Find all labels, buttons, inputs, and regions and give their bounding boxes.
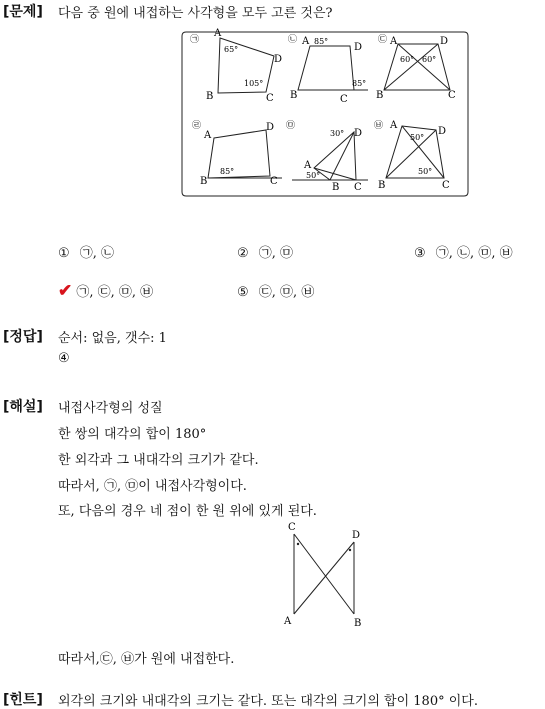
figure-5-label-c: C — [354, 182, 362, 193]
figure-1-label-d: D — [274, 54, 283, 65]
figure-2-angle-c: 85° — [352, 79, 367, 88]
hint-text: 외각의 크기와 내대각의 크기는 같다. 또는 대각의 크기의 합이 180° 이다. — [58, 694, 478, 709]
figure-2-angle-a: 85° — [314, 37, 329, 46]
figure-1-angle-a: 65° — [224, 45, 239, 54]
figure-3 — [376, 34, 456, 101]
figure-4-marker: ㉣ — [192, 121, 202, 131]
figure-5-angle-d: 30° — [330, 129, 345, 138]
explanation-label-b: B — [354, 618, 362, 629]
figure-1-label-a: A — [214, 28, 222, 39]
figure-4 — [192, 120, 282, 187]
figure-2-label-b: B — [290, 90, 298, 101]
figure-4-label-d: D — [266, 122, 275, 133]
hint-tag: [힌트] — [3, 692, 43, 708]
figure-6-label-d: D — [438, 126, 447, 137]
option-5-text: ㉢, ㉤, ㉥ — [258, 285, 315, 300]
problem-question: 다음 중 원에 내접하는 사각형을 모두 고른 것은? — [58, 6, 333, 21]
answer-line-2: ④ — [58, 351, 70, 366]
figure-6-marker: ㉥ — [374, 121, 384, 131]
option-5-number: ⑤ — [237, 285, 249, 300]
figure-4-label-c: C — [270, 176, 278, 187]
explanation-figure — [278, 518, 378, 632]
figure-1 — [190, 28, 282, 104]
explanation-line-4: 따라서, ㉠, ㉤이 내접사각형이다. — [58, 479, 247, 494]
option-4-text: ㉠, ㉢, ㉤, ㉥ — [76, 285, 154, 300]
figure-3-label-d: D — [440, 36, 449, 47]
option-2-text: ㉠, ㉤ — [258, 246, 294, 261]
figure-2-label-c: C — [340, 94, 348, 105]
explanation-label-d: D — [352, 530, 361, 541]
figure-6-label-c: C — [442, 180, 450, 191]
option-1-number: ① — [58, 246, 70, 261]
explanation-line-3: 한 외각과 그 내대각의 크기가 같다. — [58, 453, 259, 468]
figure-2-label-d: D — [354, 42, 363, 53]
explanation-label-a: A — [284, 616, 292, 627]
option-5[interactable] — [237, 281, 314, 300]
option-2-number: ② — [237, 246, 249, 261]
figure-6 — [374, 120, 450, 191]
figure-1-angle-c: 105° — [244, 79, 264, 88]
figure-5-angle-a: 50° — [306, 171, 321, 180]
figure-2-marker: ㉡ — [288, 35, 298, 45]
option-3-number: ③ — [414, 246, 426, 261]
problem-figures — [178, 22, 472, 206]
figure-3-label-b: B — [376, 90, 384, 101]
explanation-tag: [해설] — [3, 399, 43, 415]
figure-1-marker: ㉠ — [190, 35, 200, 45]
option-1-text: ㉠, ㉡ — [79, 246, 115, 261]
explanation-line-5: 또, 다음의 경우 네 점이 한 원 위에 있게 된다. — [58, 504, 317, 519]
figure-6-label-a: A — [390, 120, 398, 131]
figure-5-label-b: B — [332, 182, 340, 193]
figure-3-angle-2: 60° — [422, 55, 437, 64]
figure-6-angle-1: 50° — [410, 133, 425, 142]
explanation-line-1: 내접사각형의 성질 — [58, 401, 163, 416]
figure-1-label-c: C — [266, 93, 274, 104]
figure-5 — [286, 120, 368, 193]
option-3-text: ㉠, ㉡, ㉤, ㉥ — [435, 246, 513, 261]
figure-3-marker: ㉢ — [378, 35, 388, 45]
explanation-label-c: C — [288, 522, 296, 533]
figure-6-angle-2: 50° — [418, 167, 433, 176]
checkmark-icon: ✔ — [58, 281, 73, 301]
figure-4-label-a: A — [204, 130, 212, 141]
figure-2-label-a: A — [302, 36, 310, 47]
answer-tag: [정답] — [3, 329, 43, 345]
problem-tag: [문제] — [3, 4, 43, 20]
figure-5-label-d: D — [354, 128, 363, 139]
figure-6-label-b: B — [378, 180, 386, 191]
answer-line-1: 순서: 없음, 갯수: 1 — [58, 331, 167, 346]
explanation-line-2: 한 쌍의 대각의 합이 180° — [58, 427, 207, 442]
figure-2 — [288, 34, 368, 105]
figure-5-label-a: A — [304, 160, 312, 171]
option-2[interactable] — [237, 242, 293, 261]
option-1[interactable] — [58, 242, 114, 261]
figure-3-label-a: A — [390, 36, 398, 47]
explanation-conclusion: 따라서,㉢, ㉥가 원에 내접한다. — [58, 652, 235, 667]
figure-5-marker: ㉤ — [286, 121, 296, 131]
figure-1-label-b: B — [206, 91, 214, 102]
figure-4-label-b: B — [200, 176, 208, 187]
figure-4-angle-b: 85° — [220, 167, 235, 176]
figure-3-angle-1: 60° — [400, 55, 415, 64]
option-3[interactable] — [414, 242, 513, 261]
option-4[interactable] — [58, 281, 153, 301]
figure-3-label-c: C — [448, 90, 456, 101]
